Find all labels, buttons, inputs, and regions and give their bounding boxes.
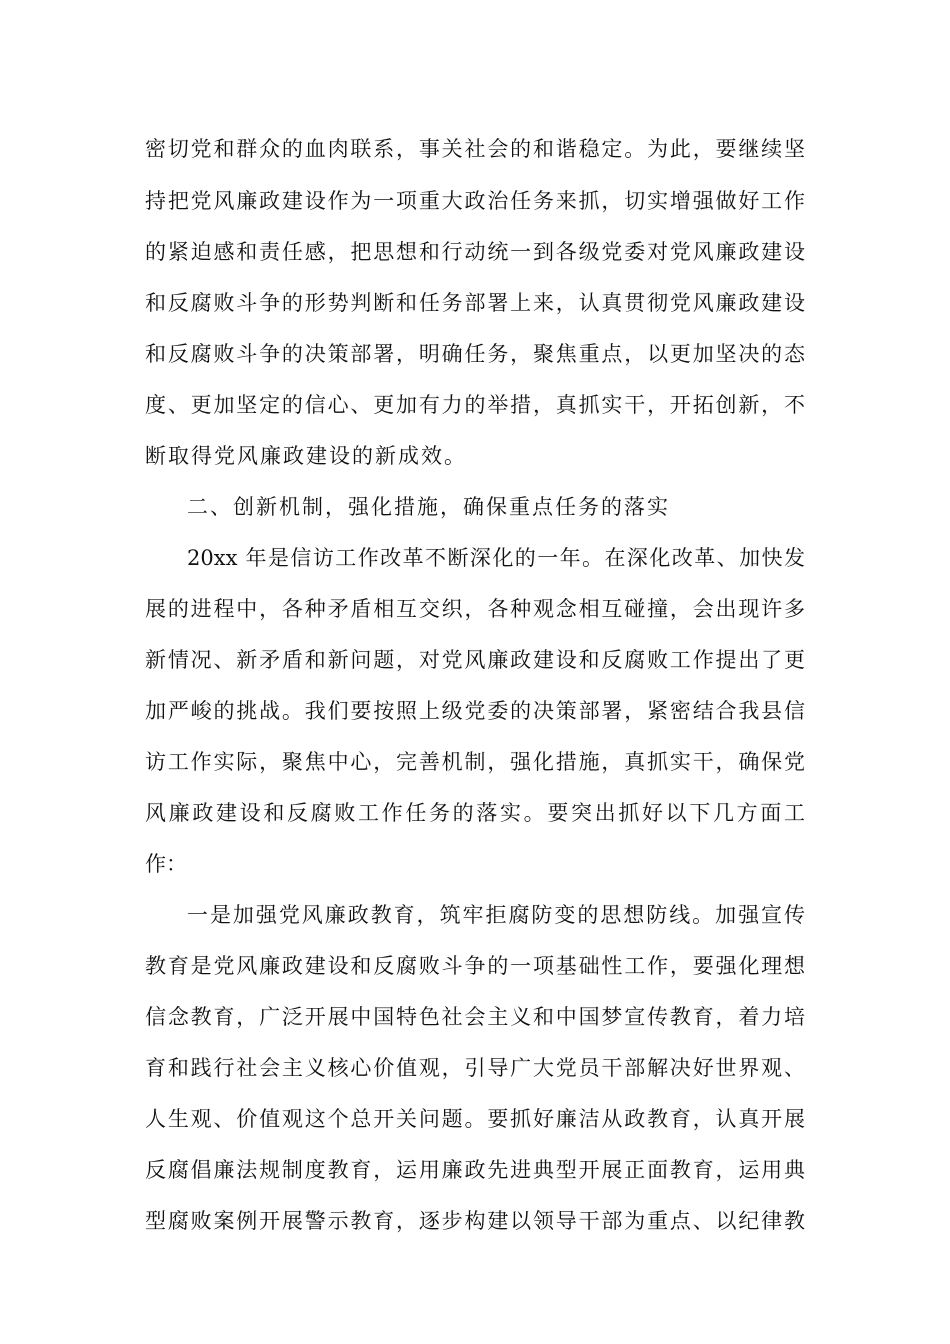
paragraph-line: 人生观、价值观这个总开关问题。要抓好廉洁从政教育，认真开展 — [145, 1107, 805, 1131]
paragraph-line: 风廉政建设和反腐败工作任务的落实。要突出抓好以下几方面工 — [145, 801, 805, 825]
paragraph-line: 一是加强党风廉政教育，筑牢拒腐防变的思想防线。加强宣传 — [187, 903, 805, 927]
paragraph-line: 的紧迫感和责任感，把思想和行动统一到各级党委对党风廉政建设 — [145, 240, 805, 264]
paragraph-line: 反腐倡廉法规制度教育，运用廉政先进典型开展正面教育，运用典 — [145, 1158, 805, 1182]
paragraph-line: 和反腐败斗争的决策部署，明确任务，聚焦重点，以更加坚决的态 — [145, 342, 805, 366]
paragraph-line: 育和践行社会主义核心价值观，引导广大党员干部解决好世界观、 — [145, 1056, 805, 1080]
paragraph-line: 度、更加坚定的信心、更加有力的举措，真抓实干，开拓创新，不 — [145, 393, 805, 417]
paragraph-line: 教育是党风廉政建设和反腐败斗争的一项基础性工作，要强化理想 — [145, 954, 805, 978]
paragraph-line: 信念教育，广泛开展中国特色社会主义和中国梦宣传教育，着力培 — [145, 1005, 805, 1029]
paragraph-line: 20xx 年是信访工作改革不断深化的一年。在深化改革、加快发 — [187, 546, 805, 570]
paragraph-line: 展的进程中，各种矛盾相互交织，各种观念相互碰撞，会出现许多 — [145, 597, 805, 621]
paragraph-line: 作： — [145, 852, 187, 876]
paragraph-line: 型腐败案例开展警示教育，逐步构建以领导干部为重点、以纪律教 — [145, 1209, 805, 1233]
paragraph-line: 断取得党风廉政建设的新成效。 — [145, 444, 467, 468]
paragraph-line: 和反腐败斗争的形势判断和任务部署上来，认真贯彻党风廉政建设 — [145, 291, 805, 315]
paragraph-line: 访工作实际，聚焦中心，完善机制，强化措施，真抓实干，确保党 — [145, 750, 805, 774]
paragraph-line: 加严峻的挑战。我们要按照上级党委的决策部署，紧密结合我县信 — [145, 699, 805, 723]
paragraph-line: 新情况、新矛盾和新问题，对党风廉政建设和反腐败工作提出了更 — [145, 648, 805, 672]
paragraph-line: 持把党风廉政建设作为一项重大政治任务来抓，切实增强做好工作 — [145, 189, 805, 213]
paragraph-line: 密切党和群众的血肉联系，事关社会的和谐稳定。为此，要继续坚 — [145, 137, 805, 161]
section-heading: 二、创新机制，强化措施，确保重点任务的落实 — [187, 495, 670, 519]
